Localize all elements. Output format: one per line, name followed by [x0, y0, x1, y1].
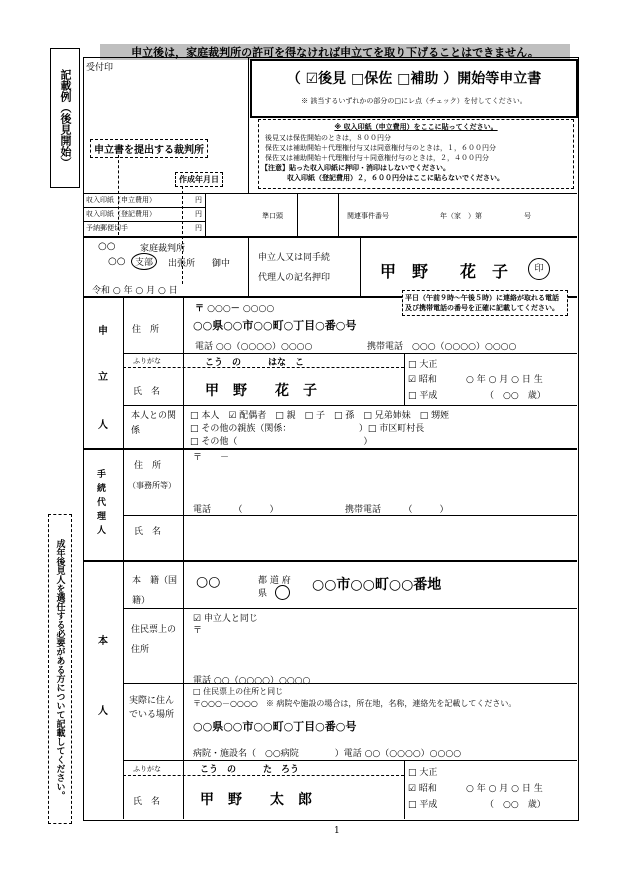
- fee-label: 収入印紙（申立費用）: [86, 196, 156, 204]
- branch-label: 支部: [131, 253, 157, 270]
- applicant-mobile-label: 携帯電話: [367, 342, 404, 352]
- receipt-stamp-label: 受付印: [86, 63, 114, 73]
- stamp-note: 【注意】貼った収入印紙に押印・消印はしないでください。: [261, 164, 450, 172]
- person-age: （ ○○ 歳）: [485, 800, 546, 810]
- agent-office-label: （事務所等）: [128, 481, 176, 490]
- same-as-applicant[interactable]: ☑ 申立人と同じ: [193, 614, 258, 624]
- honseki-pref: ○○: [196, 574, 221, 590]
- actual-address: ○○県○○市○○町○丁目○番○号: [193, 720, 357, 733]
- person-birth: ○ 年 ○ 月 ○ 日 生: [466, 784, 543, 794]
- revenue-stamp-box: [258, 119, 574, 189]
- top-notice: 申立後は，家庭裁判所の許可を得なければ申立てを取り下げることはできません。: [100, 44, 570, 60]
- honseki-label: 本 籍（国籍）: [132, 576, 178, 606]
- relation-label: 本人との関 係: [131, 411, 186, 436]
- seal-mark: 印: [528, 258, 550, 280]
- actual-address-label: 実際に住んでいる場所: [129, 696, 175, 720]
- applicant-section-char: 立: [98, 372, 108, 383]
- callout-court: 申立書を提出する裁判所: [90, 139, 208, 158]
- person-name-label: 氏 名: [133, 797, 161, 807]
- case-format: 年（家 ）第 号: [440, 212, 531, 220]
- agent-section: 手続代理人: [97, 470, 107, 536]
- honseki-address: ○○市○○町○○番地: [312, 577, 442, 593]
- stamp-line: 保佐又は補助開始＋代理権付与＋同意権付与のときは，２，４００円分: [265, 154, 489, 162]
- family-court-label: 家庭裁判所: [140, 244, 186, 254]
- fee-unit: 円: [195, 210, 202, 218]
- signer-label: 申立人又は同手続: [258, 253, 331, 263]
- person-section-char: 本: [98, 636, 108, 647]
- applicant-birth: ○ 年 ○ 月 ○ 日 生: [466, 375, 543, 385]
- stamp-heading: ※ 収入印紙（申立費用）をここに貼ってください。: [334, 123, 498, 131]
- stamp-note: 収入印紙（登記費用）２，６００円分はここに貼らないでください。: [287, 174, 504, 182]
- relation-row[interactable]: □ その他の親族（関係： ）□ 市区町村長: [190, 424, 425, 434]
- applicant-section-char: 人: [98, 420, 108, 431]
- fee-label: 収入印紙（登記費用）: [86, 210, 156, 218]
- todofuken-label: 都 道 府 県: [258, 576, 291, 599]
- title-note: ※ 該当するいずれかの部分の□にレ点（チェック）を付してください。: [301, 97, 527, 105]
- era-option[interactable]: □ 大正: [408, 768, 438, 778]
- fee-label: 予納郵便切手: [86, 224, 128, 232]
- reg-phone: 電話 ○○（○○○○）○○○○: [193, 676, 311, 686]
- applicant-furigana: こう の はな こ: [205, 358, 305, 368]
- era-option[interactable]: □ 平成: [408, 391, 438, 401]
- page-number: 1: [334, 826, 340, 836]
- hospital-info: 病院・施設名（ ○○病院 ）電話 ○○（○○○○）○○○○: [193, 749, 462, 759]
- applicant-address: ○○県○○市○○町○丁目○番○号: [193, 319, 357, 332]
- actual-postal: 〒○○○－○○○○ ※ 病院や施設の場合は，所在地，名称，連絡先を記載してください。: [193, 699, 517, 708]
- applicant-furigana-label: ふりがな: [133, 357, 161, 365]
- person-furigana: こう の た ろう: [200, 765, 300, 775]
- actual-same-check[interactable]: □ 住民票上の住所と同じ: [193, 687, 284, 696]
- signer-label: 代理人の記名押印: [258, 273, 331, 283]
- filing-date: 令和 ○ 年 ○ 月 ○ 日: [92, 286, 178, 296]
- agent-name-label: 氏 名: [134, 527, 162, 537]
- era-option[interactable]: □ 平成: [408, 800, 438, 810]
- stamp-line: 後見又は保佐開始のときは，８００円分: [265, 134, 391, 142]
- prefecture-circle: [275, 585, 290, 600]
- applicant-mobile: ○○○（○○○○）○○○○: [412, 342, 517, 352]
- reg-postal: 〒: [193, 626, 203, 636]
- reg-address-label: 住民票上の住所: [131, 625, 177, 655]
- person-section-char: 人: [98, 706, 108, 717]
- callout-phone: 平日（午前９時～午後５時）に連絡が取れる電話及び携帯電話の番号を正確に記載してください。: [402, 290, 568, 316]
- applicant-phone: 電話 ○○（○○○○）○○○○: [195, 342, 313, 352]
- applicant-address-label: 住 所: [132, 325, 160, 335]
- callout-guardian: 成年後見人を選任する必要がある方について記載してください。: [48, 514, 72, 824]
- agent-address-label: 住 所: [134, 461, 162, 471]
- junkou-label: 準口頭: [262, 212, 283, 220]
- era-option[interactable]: □ 大正: [408, 360, 438, 370]
- applicant-section-char: 申: [98, 326, 108, 337]
- agent-phone: 電話 （ ）: [193, 505, 279, 515]
- applicant-age: （ ○○ 歳）: [485, 391, 546, 401]
- fee-unit: 円: [195, 196, 202, 204]
- relation-row[interactable]: □ その他（ ）: [190, 437, 373, 447]
- dispatch-label: 出張所: [168, 259, 196, 269]
- fee-unit: 円: [195, 224, 202, 232]
- agent-mobile: 携帯電話 （ ）: [345, 505, 449, 515]
- branch-name: ○○: [108, 256, 126, 267]
- side-label: 記載例（後見開始）: [50, 48, 80, 188]
- title-box: [250, 59, 578, 118]
- applicant-name: 甲 野 花 子: [205, 383, 317, 399]
- related-case-label: 関連事件番号: [347, 212, 389, 220]
- person-name: 甲 野 太 郎: [200, 792, 312, 808]
- onchu-label: 御中: [212, 259, 231, 269]
- applicant-name-label: 氏 名: [133, 387, 161, 397]
- signer-name: 甲 野 花 子: [380, 262, 509, 281]
- form-title: （ ☑後見 □保佐 □補助 ）開始等申立書: [286, 71, 542, 87]
- court-name: ○○: [98, 241, 116, 252]
- stamp-line: 保佐又は補助開始＋代理権付与又は同意権付与のときは，１，６００円分: [265, 144, 496, 152]
- applicant-postal: 〒 ○○○－ ○○○○: [195, 304, 275, 314]
- era-option[interactable]: ☑ 昭和: [408, 375, 437, 385]
- agent-postal: 〒 －: [193, 453, 230, 463]
- era-option[interactable]: ☑ 昭和: [408, 784, 437, 794]
- callout-date: 作成年月日: [175, 172, 223, 187]
- relation-row[interactable]: □ 本人 ☑ 配偶者 □ 親 □ 子 □ 孫 □ 兄弟姉妹 □ 甥姪: [190, 411, 450, 421]
- person-furigana-label: ふりがな: [133, 765, 161, 773]
